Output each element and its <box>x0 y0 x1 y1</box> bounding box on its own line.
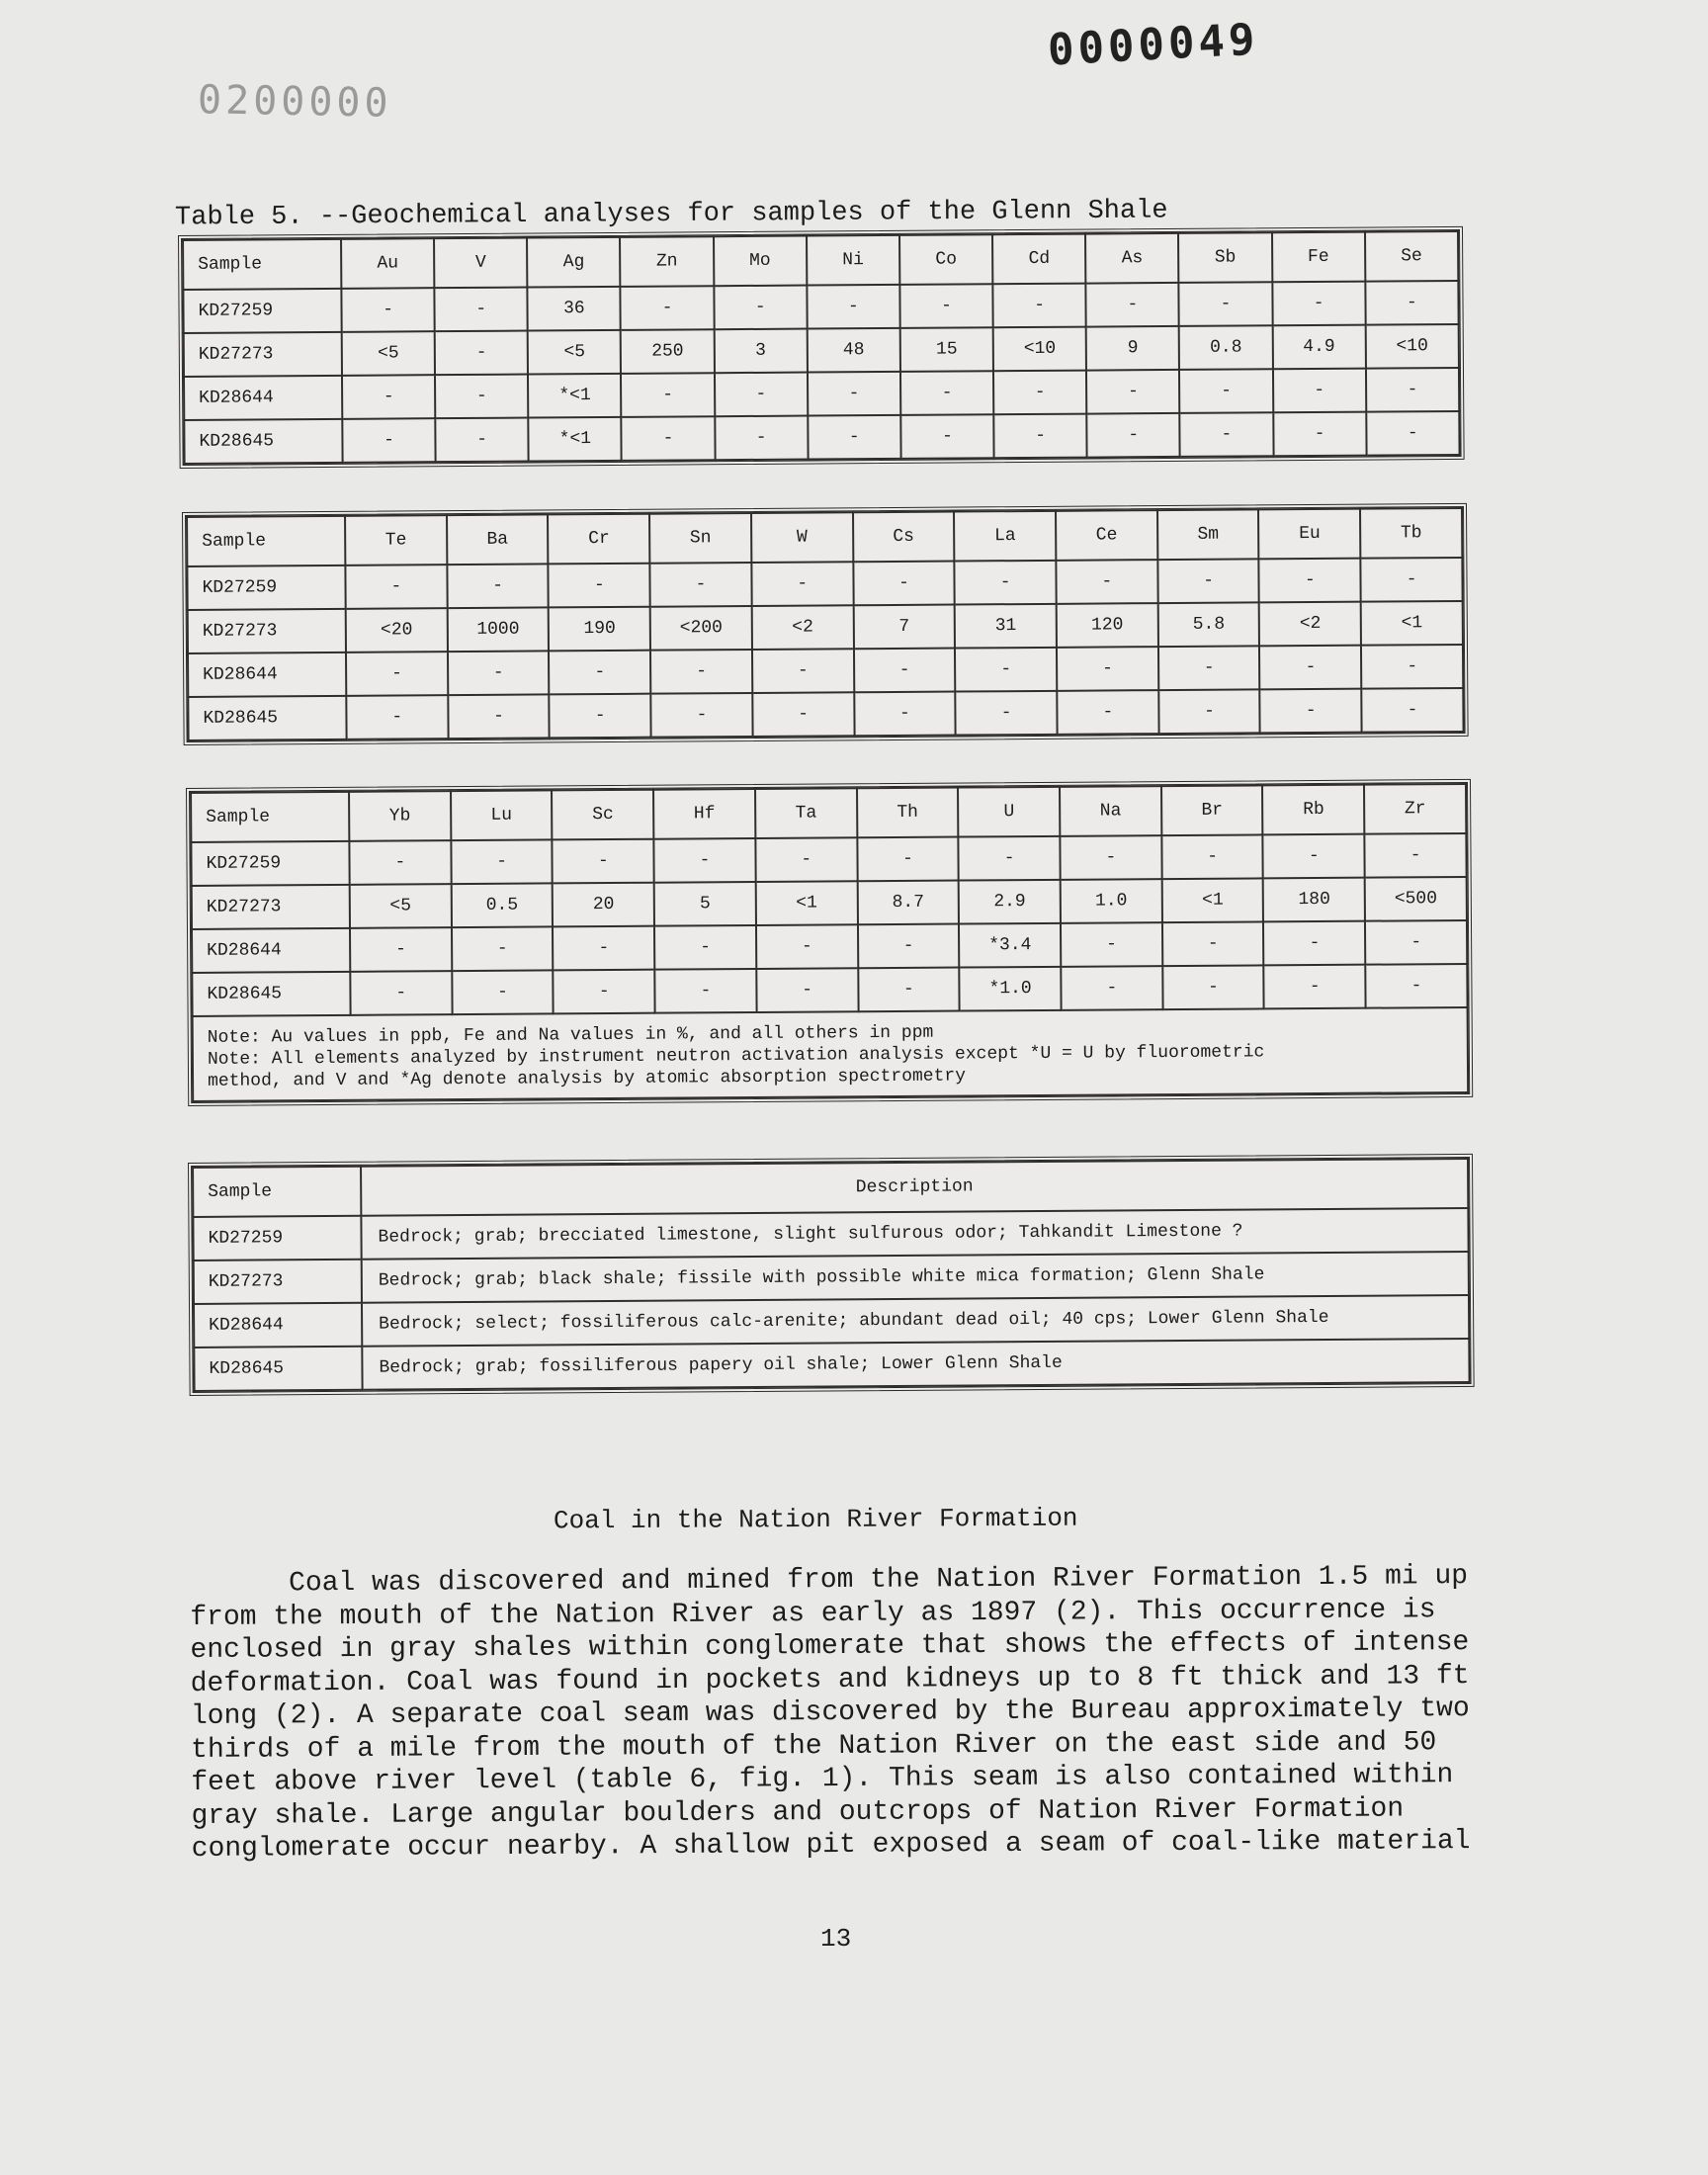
table-notes <box>192 1008 1470 1102</box>
value-cell: - <box>1263 921 1365 966</box>
value-cell: - <box>1263 834 1365 879</box>
value-cell: - <box>1087 413 1180 458</box>
paragraph-text <box>190 1560 1516 1867</box>
column-header: Hf <box>653 789 755 839</box>
value-cell: 7 <box>853 605 955 650</box>
value-cell: <10 <box>1365 324 1459 369</box>
value-cell: - <box>1366 411 1460 456</box>
value-cell: - <box>622 416 715 461</box>
sample-id-cell: KD28644 <box>192 928 350 973</box>
value-cell: - <box>346 695 448 740</box>
value-cell: <200 <box>650 606 752 651</box>
document-id-stamp: 0000049 <box>1046 14 1260 76</box>
value-cell: - <box>1161 834 1263 879</box>
value-cell: - <box>553 839 654 884</box>
note-line: method, and V and *Ag denote analysis by atomic absorption spectrometry <box>208 1066 967 1091</box>
text-line: Coal was discovered and mined from the Nation River Formation 1.5 mi up <box>289 1561 1469 1600</box>
value-cell: - <box>1180 412 1273 457</box>
value-cell: 120 <box>1057 603 1158 648</box>
value-cell: - <box>858 968 960 1012</box>
value-cell: *1.0 <box>960 967 1062 1011</box>
value-cell: - <box>654 838 756 883</box>
value-cell: - <box>1260 689 1362 734</box>
value-cell: - <box>1061 966 1162 1010</box>
column-header: Sample <box>187 516 345 566</box>
value-cell: <20 <box>346 608 448 652</box>
value-cell: 20 <box>553 883 654 927</box>
value-cell: - <box>553 926 654 971</box>
value-cell: - <box>549 651 650 695</box>
value-cell: - <box>550 694 651 739</box>
value-cell: - <box>1057 690 1158 735</box>
column-header: Br <box>1161 785 1263 835</box>
value-cell: - <box>650 650 752 694</box>
value-cell: - <box>1366 368 1460 412</box>
geochem-table-2 <box>182 503 1469 745</box>
value-cell: - <box>654 969 756 1013</box>
value-cell: - <box>1361 688 1463 733</box>
value-cell: - <box>857 837 959 882</box>
value-cell: - <box>808 372 900 416</box>
text-line: feet above river level (table 6, fig. 1). This seam is also contained within <box>191 1760 1454 1798</box>
value-cell: - <box>808 415 900 460</box>
value-cell: - <box>1273 369 1366 413</box>
value-cell: - <box>1259 559 1361 603</box>
table-header-row <box>183 231 1458 290</box>
column-header: Co <box>899 234 993 285</box>
value-cell: - <box>435 288 528 332</box>
value-cell: 0.8 <box>1179 325 1272 370</box>
value-cell: 250 <box>621 329 714 374</box>
value-cell: 9 <box>1086 326 1179 371</box>
value-cell: - <box>1273 412 1366 457</box>
column-header: Cr <box>548 514 649 565</box>
value-cell: *<1 <box>529 417 622 462</box>
value-cell: - <box>654 925 756 970</box>
sample-id-cell: KD28645 <box>188 696 346 740</box>
value-cell: - <box>350 971 452 1015</box>
value-cell: - <box>807 285 899 329</box>
value-cell: 4.9 <box>1272 325 1365 370</box>
sample-id-cell: KD27259 <box>183 289 341 333</box>
value-cell: - <box>955 561 1057 605</box>
value-cell: <5 <box>350 884 452 928</box>
column-header: Yb <box>349 791 451 841</box>
column-header: Sample <box>183 239 341 290</box>
value-cell: - <box>756 968 858 1012</box>
value-cell: - <box>900 414 993 459</box>
value-cell: - <box>1179 282 1272 326</box>
value-cell: <10 <box>993 327 1086 372</box>
value-cell: 3 <box>714 329 807 374</box>
column-header: W <box>751 512 853 563</box>
value-cell: 8.7 <box>857 881 959 925</box>
value-cell: - <box>1272 282 1365 326</box>
geochem-table-3 <box>186 779 1473 1106</box>
sample-id-cell: KD28645 <box>192 972 350 1016</box>
sample-id-cell: KD28644 <box>184 376 342 420</box>
value-cell: - <box>435 375 528 419</box>
value-cell: <1 <box>1361 601 1463 646</box>
value-cell: - <box>752 692 854 737</box>
value-cell: - <box>858 924 960 969</box>
faded-id-stamp: 0200000 <box>197 77 392 127</box>
value-cell: - <box>621 373 714 417</box>
value-cell: - <box>1157 559 1259 603</box>
value-cell: - <box>715 373 808 417</box>
column-header: Mo <box>714 236 808 287</box>
column-header: Au <box>341 238 435 289</box>
value-cell: <1 <box>756 881 858 925</box>
column-header: Fe <box>1272 232 1366 283</box>
value-cell: - <box>854 692 956 737</box>
value-cell: - <box>342 375 435 419</box>
value-cell: - <box>1057 647 1158 691</box>
value-cell: - <box>1056 560 1157 604</box>
value-cell: 1000 <box>447 607 549 652</box>
value-cell: - <box>448 651 550 695</box>
text-line: thirds of a mile from the mouth of the Nation River on the east side and 50 <box>191 1726 1437 1766</box>
column-header: Description <box>361 1159 1468 1216</box>
column-header: Rb <box>1262 785 1364 835</box>
value-cell: - <box>341 288 434 332</box>
value-cell: - <box>549 564 650 608</box>
value-cell: - <box>1158 646 1260 690</box>
value-cell: <1 <box>1161 878 1263 922</box>
value-cell: <2 <box>752 605 854 650</box>
column-header: U <box>958 787 1060 837</box>
value-cell: - <box>756 924 858 969</box>
sample-id-cell: KD27273 <box>192 885 350 929</box>
value-cell: - <box>1086 370 1179 414</box>
value-cell: 2.9 <box>959 880 1061 924</box>
value-cell: - <box>342 418 435 463</box>
value-cell: - <box>752 649 854 693</box>
value-cell: - <box>349 840 451 885</box>
column-header: As <box>1085 233 1179 284</box>
value-cell: - <box>955 648 1057 692</box>
column-header: Zr <box>1364 784 1466 834</box>
value-cell: - <box>1061 922 1162 967</box>
table-header-row <box>187 508 1462 566</box>
column-header: Tb <box>1360 508 1462 559</box>
value-cell: - <box>899 284 992 328</box>
value-cell: - <box>1361 645 1463 689</box>
sample-description-table <box>188 1154 1475 1396</box>
value-cell: Bedrock; select; fossiliferous calc-arenite; abundant dead oil; 40 cps; Lower Glenn Shale <box>362 1295 1469 1347</box>
value-cell: - <box>1162 965 1264 1009</box>
value-cell: - <box>715 416 808 461</box>
sample-id-cell: KD27273 <box>188 609 346 653</box>
column-header: Ta <box>755 788 857 838</box>
value-cell: - <box>451 839 553 884</box>
text-line: deformation. Coal was found in pockets and kidneys up to 8 ft thick and 13 ft <box>190 1660 1470 1699</box>
value-cell: 5 <box>654 882 756 926</box>
value-cell: - <box>1361 558 1463 602</box>
column-header: Eu <box>1258 509 1360 560</box>
note-line: Note: All elements analyzed by instrument neutron activation analysis except *U = U by fluorometric <box>207 1042 1265 1070</box>
value-cell: - <box>350 927 452 972</box>
value-cell: - <box>751 562 853 606</box>
value-cell: <2 <box>1259 602 1361 647</box>
value-cell: - <box>854 649 956 693</box>
table-row <box>192 964 1467 1016</box>
column-header: La <box>954 511 1056 562</box>
value-cell: <5 <box>528 330 621 375</box>
value-cell: 180 <box>1263 878 1365 922</box>
column-header: Lu <box>451 790 553 840</box>
value-cell: - <box>900 371 993 415</box>
column-header: Ni <box>807 235 900 286</box>
sample-id-cell: KD27259 <box>193 1216 361 1261</box>
value-cell: 5.8 <box>1157 602 1259 647</box>
value-cell: 36 <box>528 287 621 331</box>
sample-id-cell: KD28645 <box>184 419 342 464</box>
value-cell: - <box>650 563 752 607</box>
column-header: Ce <box>1056 510 1157 561</box>
value-cell: - <box>345 565 447 609</box>
value-cell: - <box>959 836 1061 881</box>
value-cell: Bedrock; grab; fossiliferous papery oil shale; Lower Glenn Shale <box>362 1339 1469 1390</box>
table-header-row <box>193 1159 1468 1217</box>
value-cell: *3.4 <box>959 923 1061 968</box>
value-cell: - <box>1259 646 1361 690</box>
value-cell: - <box>621 286 714 330</box>
text-line: conglomerate occur nearby. A shallow pit exposed a seam of coal-like material <box>191 1826 1471 1865</box>
value-cell: 190 <box>549 607 650 652</box>
value-cell: - <box>714 286 807 330</box>
page-number: 13 <box>820 1924 852 1954</box>
value-cell: 1.0 <box>1061 879 1162 923</box>
value-cell: - <box>452 926 554 971</box>
column-header: Cs <box>853 512 955 563</box>
value-cell: - <box>1365 964 1467 1008</box>
sample-id-cell: KD28645 <box>194 1347 362 1391</box>
sample-id-cell: KD27273 <box>194 1260 362 1304</box>
column-header: V <box>434 238 528 289</box>
value-cell: - <box>755 837 857 882</box>
value-cell: - <box>1365 281 1459 325</box>
sample-id-cell: KD27259 <box>191 841 349 886</box>
value-cell: Bedrock; grab; brecciated limestone, slight sulfurous odor; Tahkandit Limestone ? <box>361 1208 1468 1260</box>
value-cell: - <box>346 652 448 696</box>
value-cell: <500 <box>1365 877 1467 921</box>
value-cell: <5 <box>342 331 435 376</box>
sample-id-cell: KD28644 <box>194 1303 362 1348</box>
table-title: Table 5. --Geochemical analyses for samples of the Glenn Shale <box>174 196 1168 233</box>
column-header: Se <box>1365 231 1459 282</box>
column-header: Ag <box>527 237 621 288</box>
geochem-table-1 <box>178 226 1465 469</box>
body-paragraph <box>190 1560 1516 1867</box>
value-cell: Bedrock; grab; black shale; fissile with possible white mica formation; Glenn Shale <box>362 1252 1469 1303</box>
column-header: Sc <box>552 790 653 840</box>
value-cell: - <box>956 691 1058 736</box>
sample-id-cell: KD27273 <box>184 332 342 377</box>
text-line: enclosed in gray shales within conglomerate that shows the effects of intense <box>190 1627 1470 1666</box>
value-cell: - <box>1060 835 1161 880</box>
sample-id-cell: KD28644 <box>188 652 346 697</box>
value-cell: - <box>447 564 549 608</box>
table-row <box>194 1339 1469 1391</box>
value-cell: 31 <box>955 604 1057 649</box>
table-row <box>184 411 1459 464</box>
value-cell: - <box>1264 965 1366 1009</box>
column-header: Sample <box>193 1167 361 1217</box>
value-cell: 48 <box>807 328 899 373</box>
column-header: Cd <box>992 234 1086 285</box>
value-cell: 0.5 <box>451 883 553 927</box>
section-heading: Coal in the Nation River Formation <box>553 1503 1078 1536</box>
text-line: gray shale. Large angular boulders and outcrops of Nation River Formation <box>191 1793 1405 1832</box>
column-header: Te <box>345 515 447 566</box>
column-header: Na <box>1060 786 1161 836</box>
value-cell: - <box>452 970 554 1014</box>
text-line: from the mouth of the Nation River as early as 1897 (2). This occurrence is <box>190 1594 1436 1633</box>
value-cell: - <box>1365 920 1467 965</box>
value-cell: - <box>1162 921 1264 966</box>
value-cell: - <box>448 694 550 739</box>
value-cell: 15 <box>900 327 993 372</box>
column-header: Th <box>857 788 959 838</box>
value-cell: - <box>435 331 528 376</box>
column-header: Zn <box>620 236 714 287</box>
column-header: Sample <box>191 792 349 842</box>
column-header: Sb <box>1178 232 1272 283</box>
sample-id-cell: KD27259 <box>187 566 345 610</box>
value-cell: - <box>1365 833 1467 878</box>
value-cell: - <box>435 418 528 463</box>
value-cell: - <box>853 562 955 606</box>
value-cell: - <box>993 414 1086 459</box>
value-cell: - <box>1158 689 1260 734</box>
value-cell: - <box>1179 369 1272 413</box>
value-cell: *<1 <box>528 374 621 418</box>
value-cell: - <box>650 693 752 738</box>
value-cell: - <box>992 284 1085 328</box>
table-header-row <box>191 784 1466 842</box>
table-row <box>188 688 1463 740</box>
text-line: long (2). A separate coal seam was discovered by the Bureau approximately two <box>190 1694 1470 1732</box>
value-cell: - <box>993 371 1086 415</box>
column-header: Sm <box>1157 509 1259 560</box>
value-cell: - <box>554 970 655 1014</box>
column-header: Ba <box>447 514 549 565</box>
column-header: Sn <box>649 513 751 564</box>
value-cell: - <box>1086 283 1179 327</box>
note-line: Note: Au values in ppb, Fe and Na values in %, and all others in ppm <box>207 1022 934 1048</box>
